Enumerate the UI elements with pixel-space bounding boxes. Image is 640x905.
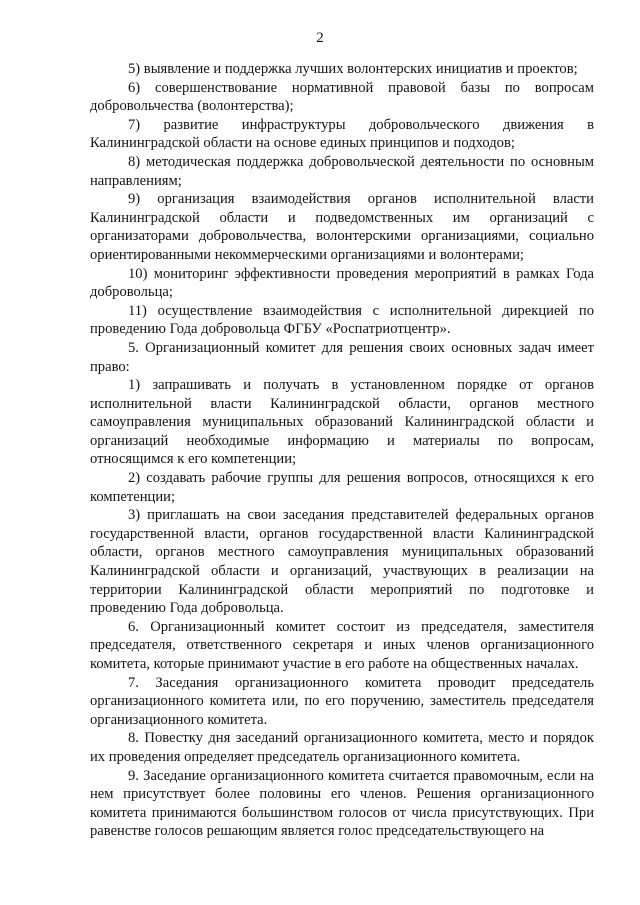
paragraph-item-11: 11) осуществление взаимодействия с исполнительной дирекцией по проведению Года добровольца ФГБУ «Роспатриотцентр». (90, 302, 594, 338)
paragraph-section-7: 7. Заседания организационного комитета проводит председатель организационного комитета или, по его поручению, заместитель председателя организационного комитета. (90, 674, 594, 728)
paragraph-item-7: 7) развитие инфраструктуры добровольческого движения в Калининградской области на основе единых принципов и подходов; (90, 116, 594, 152)
page-number: 2 (316, 30, 324, 46)
paragraph-right-1: 1) запрашивать и получать в установленном порядке от органов исполнительной власти Калининградской области, органов местного самоуправления муниципальных образований Калининградской области и организаций необходимые информацию и материалы по вопросам, относящимся к его компетенции; (90, 377, 594, 468)
paragraph-item-6: 6) совершенствование нормативной правовой базы по вопросам добровольчества (волонтерства); (90, 79, 594, 115)
paragraph-section-9: 9. Заседание организационного комитета считается правомочным, если на нем присутствует более половины его членов. Решения организационного комитета принимаются большинством голосов от числа присутствующих. При равенстве голосов решающим является голос председательствующего на (90, 767, 594, 840)
paragraph-item-10: 10) мониторинг эффективности проведения мероприятий в рамках Года добровольца; (90, 265, 594, 301)
paragraph-item-5: 5) выявление и поддержка лучших волонтерских инициатив и проектов; (128, 61, 578, 77)
paragraph-item-8: 8) методическая поддержка добровольческой деятельности по основным направлениям; (90, 153, 594, 189)
paragraph-right-2: 2) создавать рабочие группы для решения вопросов, относящихся к его компетенции; (90, 470, 594, 505)
paragraph-section-6: 6. Организационный комитет состоит из председателя, заместителя председателя, ответственного секретаря и иных членов организационного комитета, которые принимают участие в его работе на общественных началах. (90, 618, 594, 672)
paragraph-section-5: 5. Организационный комитет для решения своих основных задач имеет право: (90, 339, 594, 375)
paragraph-section-8: 8. Повестку дня заседаний организационного комитета, место и порядок их проведения определяет председатель организационного комитета. (90, 730, 594, 765)
paragraph-right-3: 3) приглашать на свои заседания представителей федеральных органов государственной власти, органов государственной власти Калининградской области, органов местного самоуправления муниципальных образований Калининградской области и организаций, участвующих в реализации на территории Калининградской области мероприятий по подготовке и проведению Года добровольца. (90, 507, 594, 617)
document-body (90, 60, 594, 841)
paragraph-item-9: 9) организация взаимодействия органов исполнительной власти Калининградской области и подведомственных им организаций с организаторами добровольчества, волонтерскими организациями, социально ориентированными некоммерческими организациями и волонтерами; (90, 191, 594, 263)
